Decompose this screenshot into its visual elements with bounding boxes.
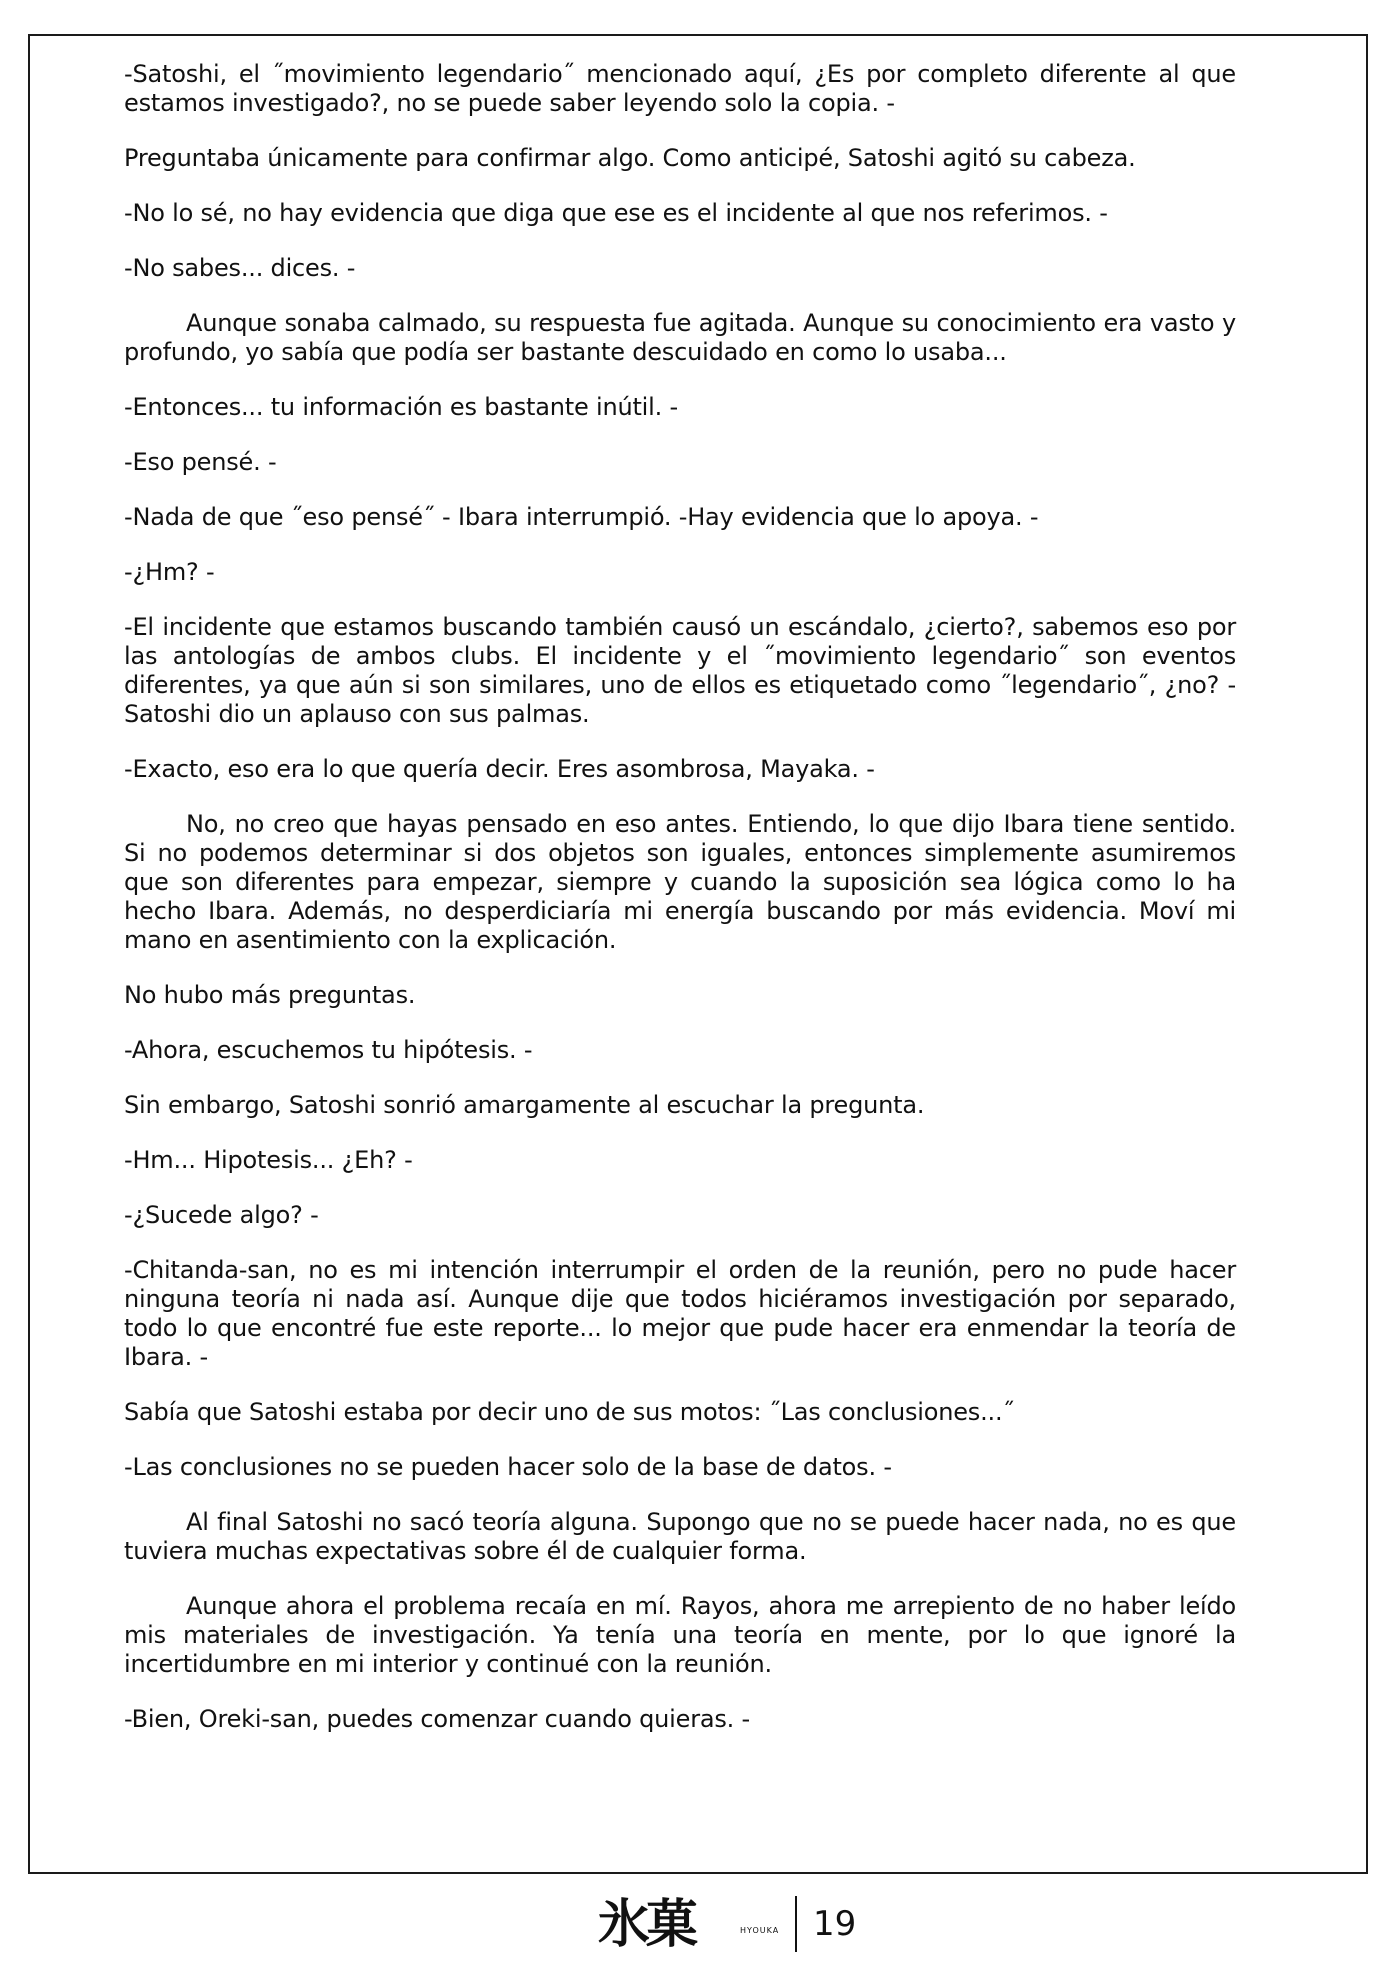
paragraph: -El incidente que estamos buscando también causó un escándalo, ¿cierto?, sabemos eso por las antologías de ambos clubs. El incidente y el ˝movimiento legendario˝ son eventos diferentes, ya que aún si son similares, uno de ellos es etiquetado como ˝legendario˝, ¿no? - Satoshi dio un aplauso con sus palmas. [124, 613, 1236, 728]
paragraph: -No sabes... dices. - [124, 254, 356, 282]
paragraph: No hubo más preguntas. [124, 981, 416, 1009]
paragraph: No, no creo que hayas pensado en eso antes. Entiendo, lo que dijo Ibara tiene sentido. Si no podemos determinar si dos objetos son iguales, entonces simplemente asumiremos que son diferentes para empezar, siempre y cuando la suposición sea lógica como lo ha hecho Ibara. Además, no desperdiciaría mi energía buscando por más evidencia. Moví mi mano en asentimiento con la explicación. [124, 810, 1236, 954]
body-text [124, 60, 1236, 1760]
paragraph: -Ahora, escuchemos tu hipótesis. - [124, 1036, 533, 1064]
paragraph: -Chitanda-san, no es mi intención interrumpir el orden de la reunión, pero no pude hacer ninguna teoría ni nada así. Aunque dije que todos hiciéramos investigación por separado, todo lo que encontré fue este reporte... lo mejor que pude hacer era enmendar la teoría de Ibara. - [124, 1256, 1236, 1371]
paragraph: Aunque sonaba calmado, su respuesta fue agitada. Aunque su conocimiento era vasto y profundo, yo sabía que podía ser bastante descuidado en como lo usaba... [124, 309, 1236, 366]
paragraph: Al final Satoshi no sacó teoría alguna. Supongo que no se puede hacer nada, no es que tuviera muchas expectativas sobre él de cualquier forma. [124, 1508, 1236, 1565]
paragraph: -Hm... Hipotesis... ¿Eh? - [124, 1146, 413, 1174]
paragraph: Sabía que Satoshi estaba por decir uno de sus motos: ˝Las conclusiones...˝ [124, 1398, 1015, 1426]
paragraph: -Entonces... tu información es bastante inútil. - [124, 393, 678, 421]
hyouka-logo-subtext: HYOUKA [740, 1926, 780, 1935]
footer-divider [795, 1896, 797, 1952]
hyouka-logo: 氷菓 [598, 1894, 695, 1955]
paragraph: -Eso pensé. - [124, 448, 277, 476]
paragraph: -¿Sucede algo? - [124, 1201, 319, 1229]
paragraph: -Las conclusiones no se pueden hacer solo de la base de datos. - [124, 1453, 892, 1481]
page-footer [0, 1886, 1400, 1966]
paragraph: -Exacto, eso era lo que quería decir. Eres asombrosa, Mayaka. - [124, 755, 875, 783]
paragraph: -Satoshi, el ˝movimiento legendario˝ mencionado aquí, ¿Es por completo diferente al que estamos investigado?, no se puede saber leyendo solo la copia. - [124, 60, 1236, 117]
paragraph: -Nada de que ˝eso pensé˝ - Ibara interrumpió. -Hay evidencia que lo apoya. - [124, 503, 1039, 531]
paragraph: Sin embargo, Satoshi sonrió amargamente al escuchar la pregunta. [124, 1091, 925, 1119]
paragraph: -¿Hm? - [124, 558, 215, 586]
page-number: 19 [813, 1904, 857, 1944]
paragraph: Preguntaba únicamente para confirmar algo. Como anticipé, Satoshi agitó su cabeza. [124, 144, 1136, 172]
paragraph: Aunque ahora el problema recaía en mí. Rayos, ahora me arrepiento de no haber leído mis materiales de investigación. Ya tenía una teoría en mente, por lo que ignoré la incertidumbre en mi interior y continué con la reunión. [124, 1592, 1236, 1678]
paragraph: -No lo sé, no hay evidencia que diga que ese es el incidente al que nos referimos. - [124, 199, 1108, 227]
paragraph: -Bien, Oreki-san, puedes comenzar cuando quieras. - [124, 1705, 750, 1733]
